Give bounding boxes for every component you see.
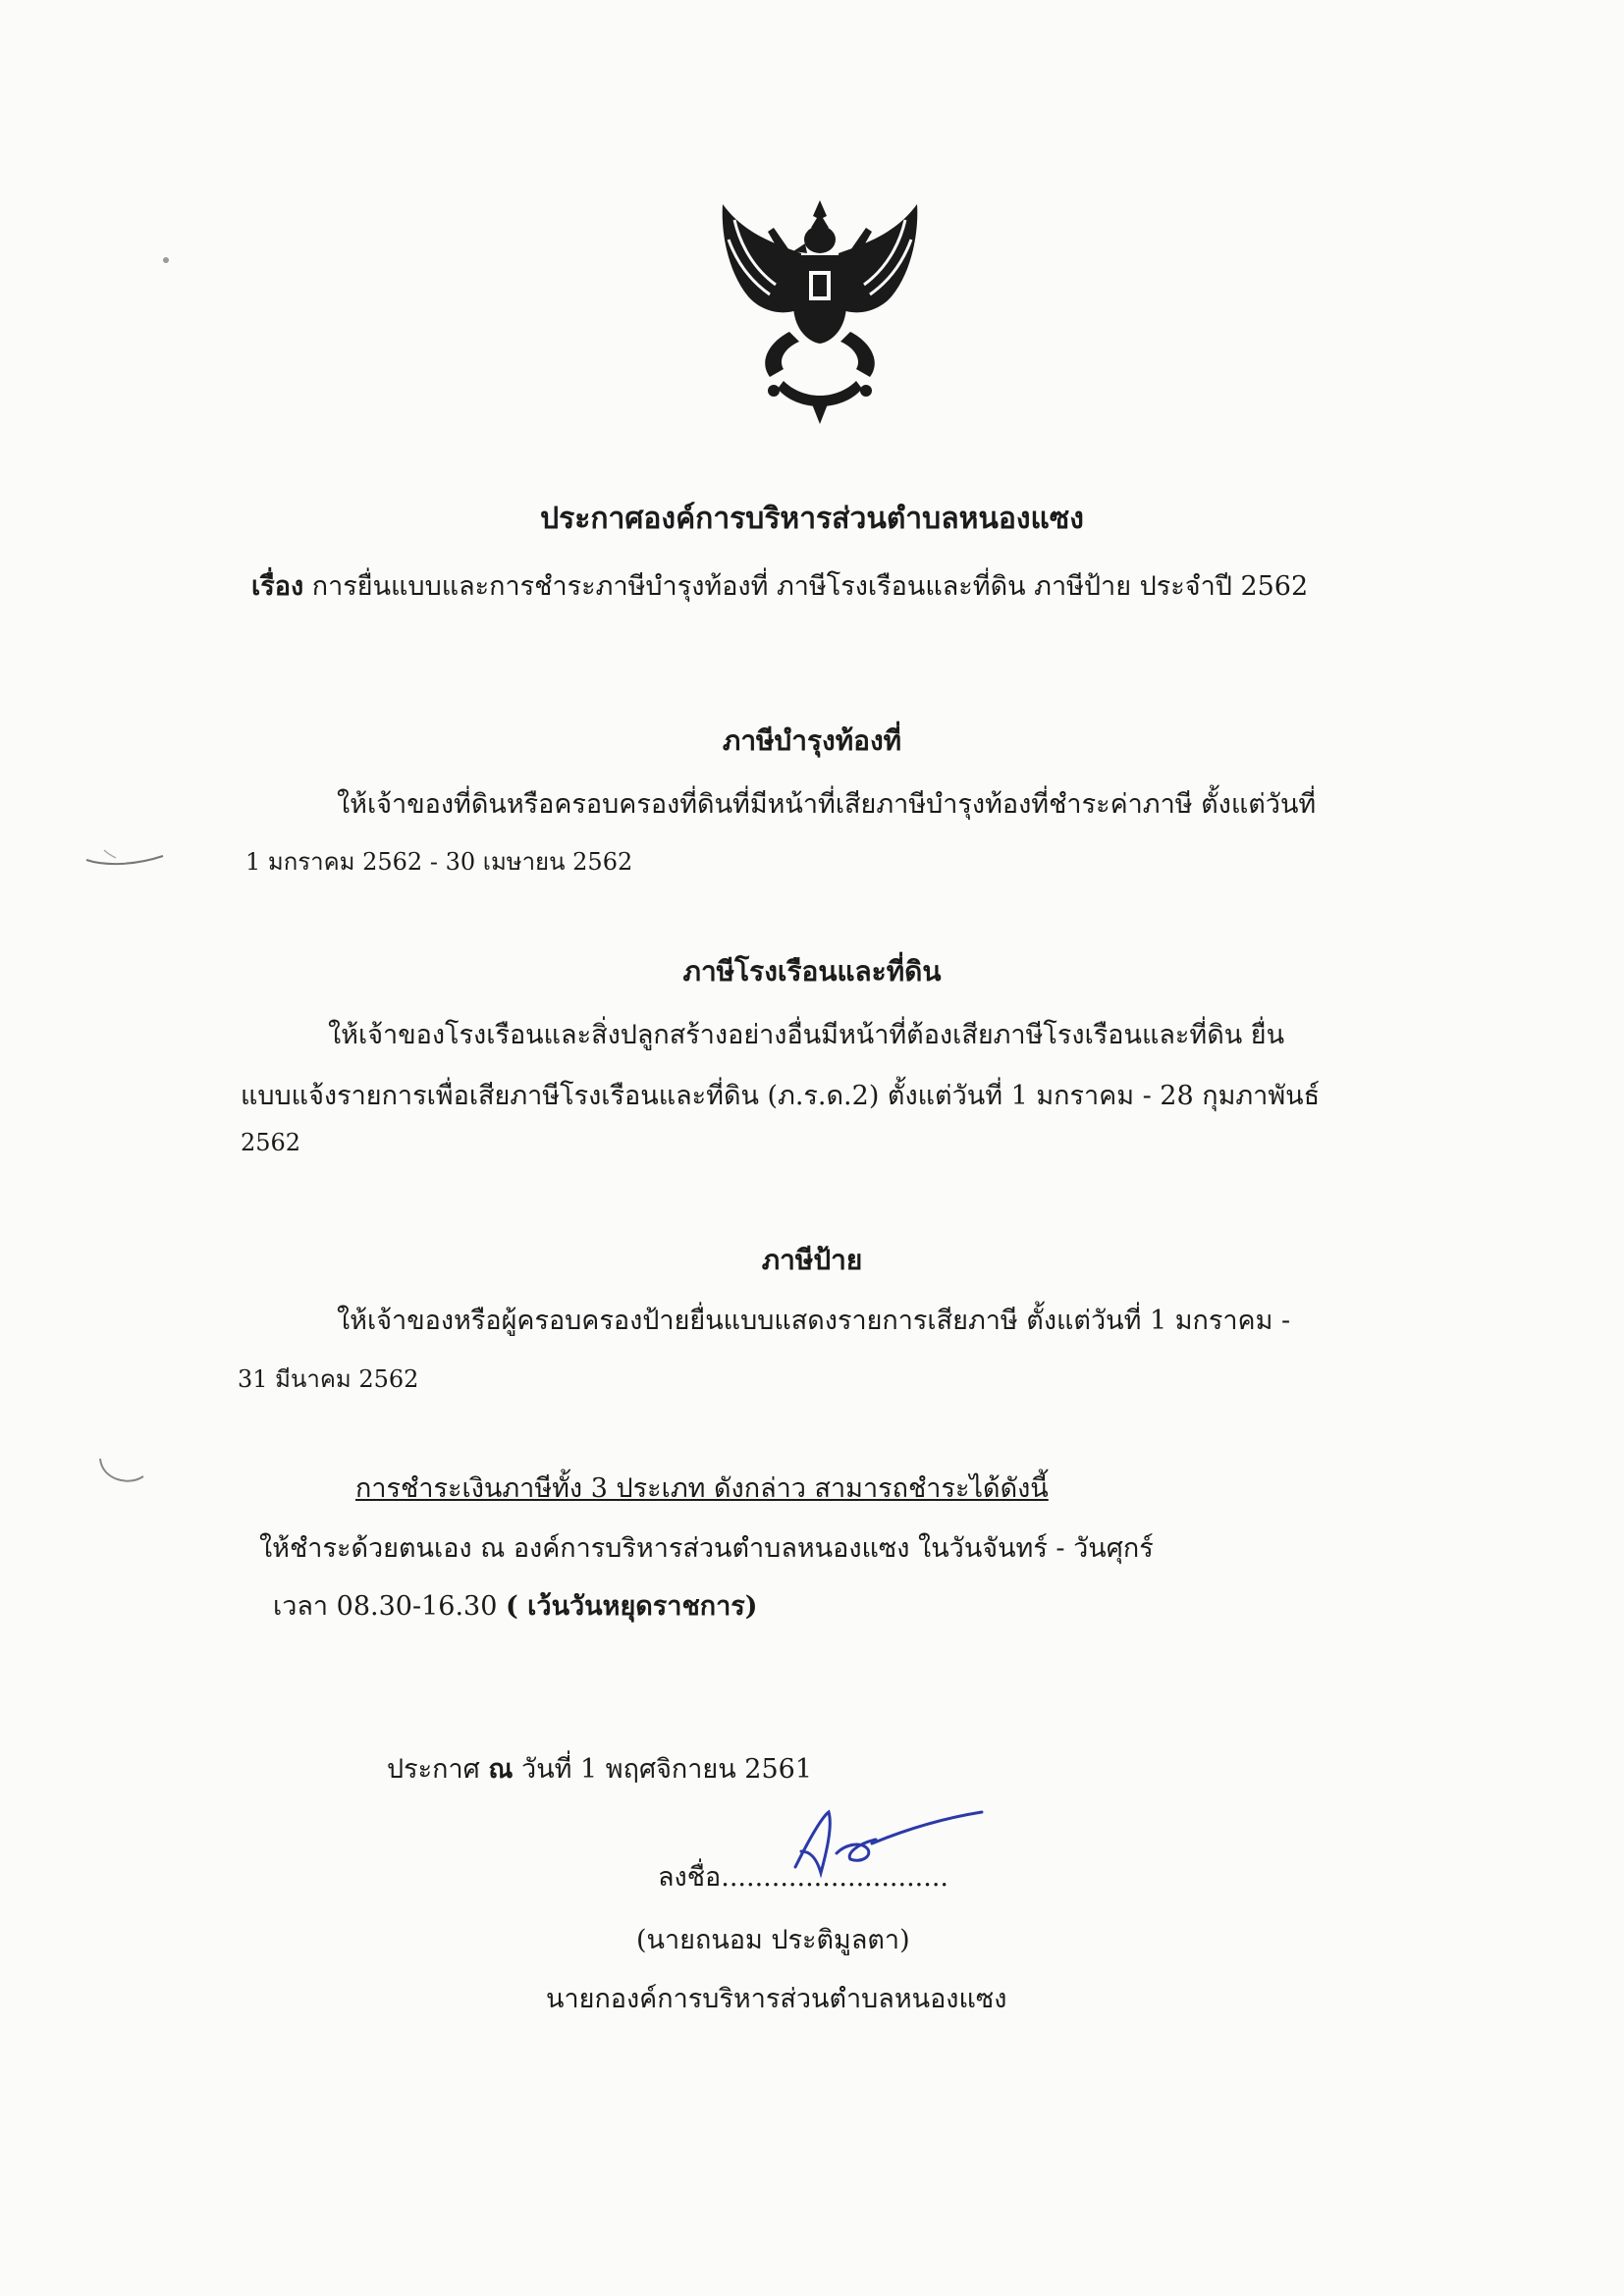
section-heading-local-maintenance-tax: ภาษีบำรุงท้องที่	[722, 724, 902, 757]
signatory-name: (นายถนอม ประติมูลตา)	[636, 1925, 910, 1955]
subject-label: เรื่อง	[251, 571, 304, 602]
announcement-title: ประกาศองค์การบริหารส่วนตำบลหนองแซง	[540, 502, 1084, 536]
garuda-emblem-icon	[715, 194, 925, 426]
scan-mark	[96, 1451, 147, 1490]
payment-line: ให้ชำระด้วยตนเอง ณ องค์การบริหารส่วนตำบลหนองแซง ในวันจันทร์ - วันศุกร์	[259, 1533, 1154, 1564]
section-body-line: 31 มีนาคม 2562	[238, 1365, 419, 1393]
announcement-date-line	[387, 1747, 812, 1789]
section-body-line: 1 มกราคม 2562 - 30 เมษายน 2562	[245, 848, 633, 876]
subject-text: การยื่นแบบและการชำระภาษีบำรุงท้องที่ ภาษีโรงเรือนและที่ดิน ภาษีป้าย ประจำปี 2562	[311, 571, 1309, 602]
section-body-line: ให้เจ้าของที่ดินหรือครอบครองที่ดินที่มีหน้าที่เสียภาษีบำรุงท้องที่ชำระค่าภาษี ตั้งแต่วันที่	[337, 789, 1317, 820]
section-body-line: ให้เจ้าของหรือผู้ครอบครองป้ายยื่นแบบแสดงรายการเสียภาษี ตั้งแต่วันที่ 1 มกราคม -	[337, 1306, 1291, 1336]
payment-hours: เวลา 08.30-16.30	[273, 1591, 498, 1622]
section-body-line: 2562	[241, 1129, 301, 1156]
section-body-line: ให้เจ้าของโรงเรือนและสิ่งปลูกสร้างอย่างอื่นมีหน้าที่ต้องเสียภาษีโรงเรือนและที่ดิน ยื่น	[328, 1020, 1285, 1050]
payment-heading: การชำระเงินภาษีทั้ง 3 ประเภท ดังกล่าว สามารถชำระได้ดังนี้	[355, 1473, 1049, 1504]
payment-holiday-note: ( เว้นวันหยุดราชการ)	[506, 1591, 758, 1622]
sign-label: ลงชื่อ...........................	[658, 1862, 948, 1893]
scan-mark	[84, 842, 173, 872]
signatory-position: นายกองค์การบริหารส่วนตำบลหนองแซง	[546, 1984, 1007, 2014]
announcement-date: วันที่ 1 พฤศจิกายน 2561	[521, 1754, 812, 1785]
subject-line	[251, 564, 1308, 607]
payment-hours-line	[273, 1584, 758, 1627]
section-heading-signboard-tax: ภาษีป้าย	[761, 1244, 863, 1276]
announcement-at: ณ	[488, 1754, 514, 1785]
scan-dot	[163, 257, 169, 263]
section-heading-house-land-tax: ภาษีโรงเรือนและที่ดิน	[682, 955, 942, 988]
announcement-prefix: ประกาศ	[387, 1754, 480, 1785]
section-body-line: แบบแจ้งรายการเพื่อเสียภาษีโรงเรือนและที่ดิน (ภ.ร.ด.2) ตั้งแต่วันที่ 1 มกราคม - 28 กุมภาพันธ์	[241, 1081, 1321, 1111]
